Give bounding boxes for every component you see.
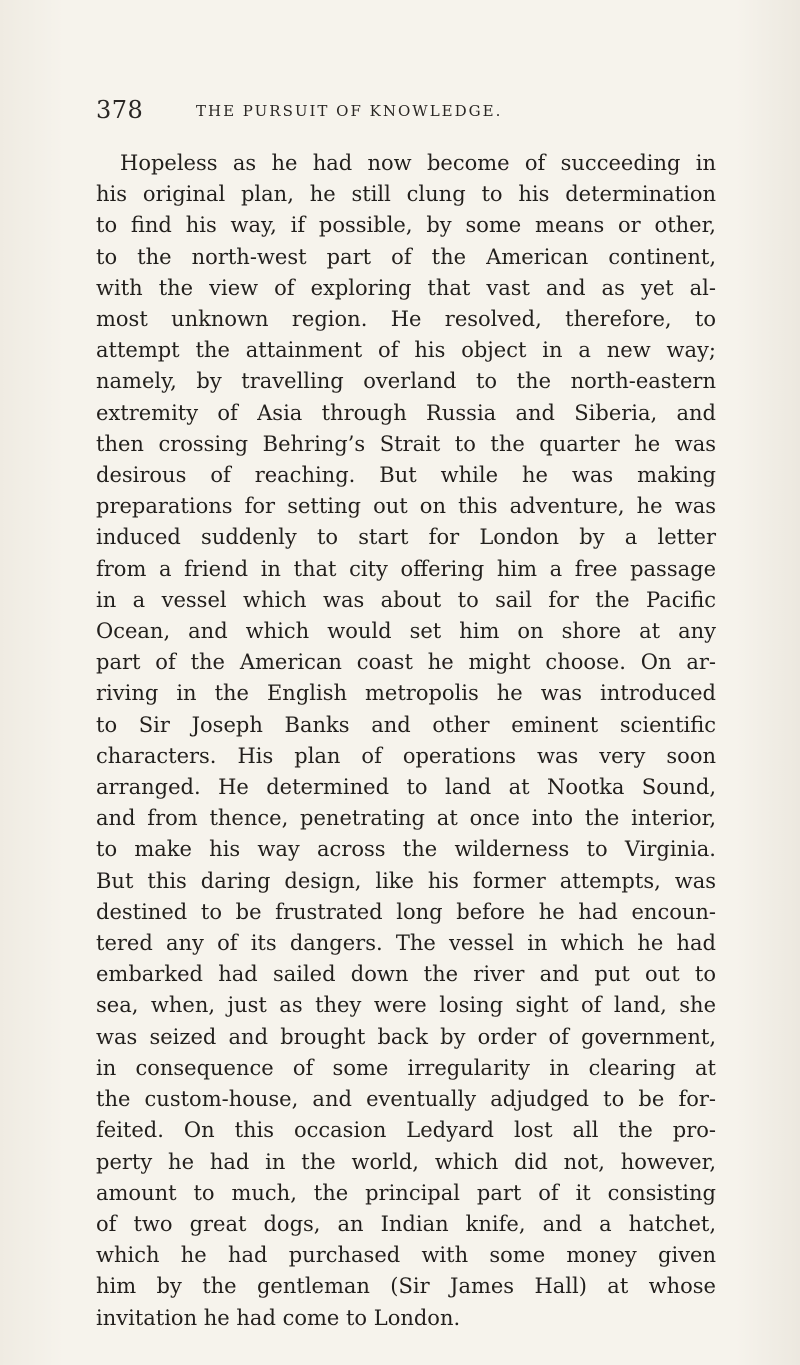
text-line: in a vessel which was about to sail for the Pacific	[96, 587, 716, 612]
text-line: in consequence of some irregularity in clearing at	[96, 1055, 716, 1080]
text-line: to Sir Joseph Banks and other eminent scientific	[96, 712, 716, 737]
text-line: Hopeless as he had now become of succeeding in	[120, 151, 716, 175]
text-line: to find his way, if possible, by some means or other,	[96, 213, 716, 238]
text-line: with the view of exploring that vast and as yet al-	[96, 275, 716, 300]
body-paragraph	[96, 148, 716, 1334]
text-line: embarked had sailed down the river and put out to	[96, 962, 716, 987]
text-line: to make his way across the wilderness to Virginia.	[96, 837, 716, 862]
text-line: most unknown region. He resolved, therefore, to	[96, 307, 716, 332]
text-line: of two great dogs, an Indian knife, and a hatchet,	[96, 1211, 716, 1236]
text-line: then crossing Behring’s Strait to the quarter he was	[96, 431, 716, 456]
page-header	[96, 92, 708, 134]
text-line: riving in the English metropolis he was introduced	[96, 681, 716, 706]
text-line: the custom-house, and eventually adjudged to be for-	[96, 1087, 716, 1112]
text-line: attempt the attainment of his object in a new way;	[96, 338, 716, 363]
text-line: characters. His plan of operations was very soon	[96, 743, 716, 768]
page-number: 378	[96, 96, 144, 124]
text-line: destined to be frustrated long before he had encoun-	[96, 899, 716, 924]
text-line: was seized and brought back by order of government,	[96, 1024, 716, 1049]
text-line: part of the American coast he might choose. On ar-	[96, 650, 716, 675]
text-line: But this daring design, like his former attempts, was	[96, 868, 716, 893]
text-line: from a friend in that city offering him a free passage	[96, 556, 716, 581]
text-line: him by the gentleman (Sir James Hall) at whose	[96, 1274, 716, 1299]
text-line: feited. On this occasion Ledyard lost all the pro-	[96, 1118, 716, 1143]
text-line: desirous of reaching. But while he was making	[96, 463, 716, 488]
text-line: tered any of its dangers. The vessel in which he had	[96, 931, 716, 956]
text-line: which he had purchased with some money given	[96, 1243, 716, 1268]
text-line: perty he had in the world, which did not, however,	[96, 1149, 716, 1174]
running-head: THE PURSUIT OF KNOWLEDGE.	[196, 102, 503, 120]
text-line: amount to much, the principal part of it consisting	[96, 1180, 716, 1205]
text-line: induced suddenly to start for London by a letter	[96, 525, 716, 550]
text-line: to the north-west part of the American continent,	[96, 244, 716, 269]
text-line: arranged. He determined to land at Nootka Sound,	[96, 775, 716, 800]
text-line: and from thence, penetrating at once into the interior,	[96, 806, 716, 831]
text-line: sea, when, just as they were losing sight of land, she	[96, 993, 716, 1018]
text-line: his original plan, he still clung to his determination	[96, 182, 716, 207]
text-line: preparations for setting out on this adventure, he was	[96, 494, 716, 519]
text-line: invitation he had come to London.	[96, 1305, 461, 1330]
text-line: extremity of Asia through Russia and Siberia, and	[96, 400, 716, 425]
text-line: Ocean, and which would set him on shore at any	[96, 619, 716, 644]
text-line: namely, by travelling overland to the north-eastern	[96, 369, 716, 394]
